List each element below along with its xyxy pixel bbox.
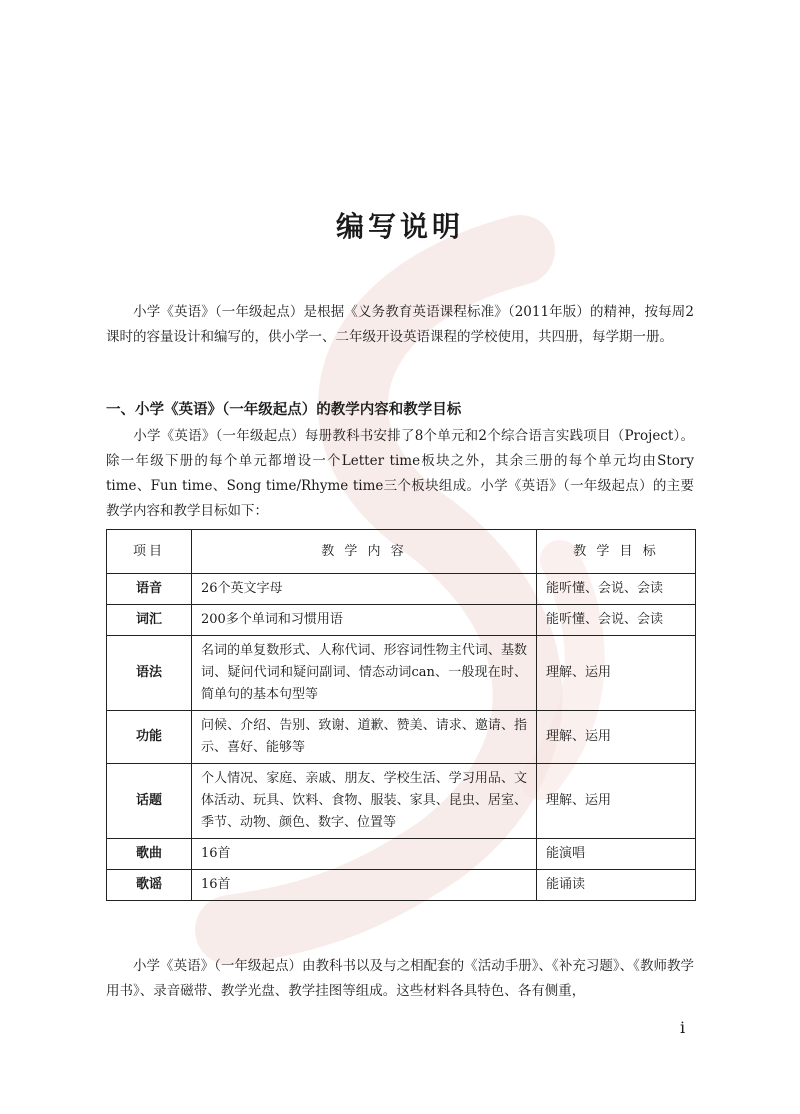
row-item: 歌曲 (107, 839, 192, 870)
table-row (107, 605, 696, 636)
closing-paragraph (106, 954, 694, 1004)
row-content: 问候、介绍、告别、致谢、道歉、赞美、请求、邀请、指示、喜好、能够等 (192, 711, 537, 764)
row-goal: 理解、运用 (537, 711, 696, 764)
header-item: 项目 (107, 530, 192, 574)
row-goal: 能诵读 (537, 870, 696, 901)
header-content: 教 学 内 容 (192, 530, 537, 574)
table-header-row (107, 530, 696, 574)
row-item: 语音 (107, 574, 192, 605)
row-content: 个人情况、家庭、亲戚、朋友、学校生活、学习用品、文体活动、玩具、饮料、食物、服装、家具、昆虫、居室、季节、动物、颜色、数字、位置等 (192, 764, 537, 839)
row-item: 话题 (107, 764, 192, 839)
section-heading: 一、小学《英语》（一年级起点）的教学内容和教学目标 (106, 402, 462, 418)
row-item: 词汇 (107, 605, 192, 636)
row-content: 26个英文字母 (192, 574, 537, 605)
row-content: 200多个单词和习惯用语 (192, 605, 537, 636)
table-row (107, 870, 696, 901)
page-number: i (680, 1018, 686, 1037)
row-content: 16首 (192, 870, 537, 901)
section-paragraph (106, 424, 694, 524)
intro-paragraph (106, 300, 694, 350)
table-row (107, 711, 696, 764)
content-table (106, 529, 696, 901)
closing-paragraph-text: 小学《英语》（一年级起点）由教科书以及与之相配套的《活动手册》、《补充习题》、《教师教学用书》、录音磁带、教学光盘、教学挂图等组成。这些材料各具特色、各有侧重， (106, 958, 694, 999)
section-paragraph-text: 小学《英语》（一年级起点）每册教科书安排了8个单元和2个综合语言实践项目（Project）。除一年级下册的每个单元都增设一个Letter time板块之外，其余三册的每个单元均由Story time、Fun time、Song time/Rhyme time三个板块组成。小学《英语》（一年级起点）的主要教学内容和教学目标如下： (106, 428, 694, 519)
row-item: 功能 (107, 711, 192, 764)
intro-text: 小学《英语》（一年级起点）是根据《义务教育英语课程标准》（2011年版）的精神，按每周2课时的容量设计和编写的，供小学一、二年级开设英语课程的学校使用，共四册，每学期一册。 (106, 304, 694, 345)
table-row (107, 574, 696, 605)
row-item: 语法 (107, 636, 192, 711)
row-goal: 理解、运用 (537, 636, 696, 711)
table-row (107, 839, 696, 870)
page-title: 编写说明 (335, 210, 464, 243)
row-goal: 理解、运用 (537, 764, 696, 839)
row-content: 16首 (192, 839, 537, 870)
table-row (107, 636, 696, 711)
row-content: 名词的单复数形式、人称代词、形容词性物主代词、基数词、疑问代词和疑问副词、情态动词can、一般现在时、简单句的基本句型等 (192, 636, 537, 711)
table-row (107, 764, 696, 839)
row-goal: 能听懂、会说、会读 (537, 605, 696, 636)
row-goal: 能听懂、会说、会读 (537, 574, 696, 605)
row-goal: 能演唱 (537, 839, 696, 870)
header-goal: 教 学 目 标 (537, 530, 696, 574)
row-item: 歌谣 (107, 870, 192, 901)
